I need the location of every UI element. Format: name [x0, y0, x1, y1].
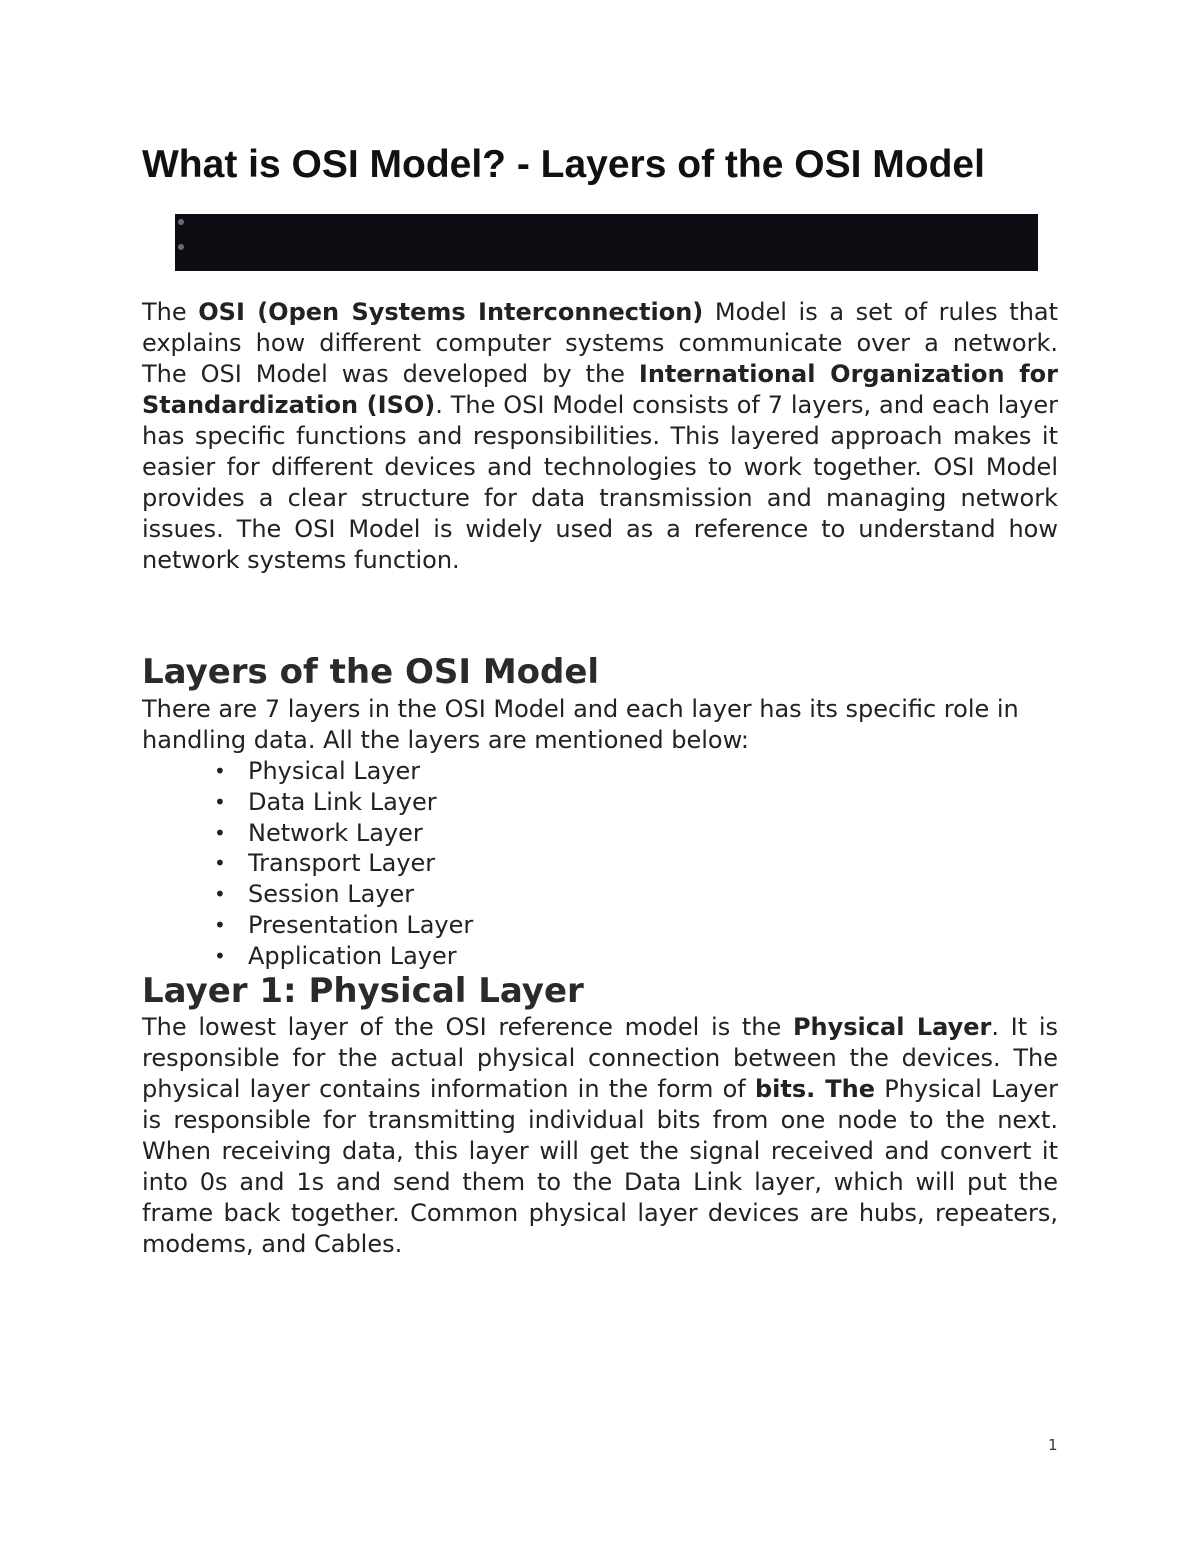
intro-bold-iso: International Organization for Standardization (ISO) [142, 360, 1058, 419]
intro-text: Model is a set of rules that explains how different computer systems communicate over a network. The OSI Model was developed by the [142, 298, 1059, 388]
bullet-icon: • [214, 882, 226, 907]
dot-icon [178, 244, 184, 250]
layers-list [142, 756, 473, 972]
intro-text: . The OSI Model consists of 7 layers, and each layer has specific functions and responsibilities. This layered approach makes it easier for different devices and technologies to work together. OSI Model provides a clear structure for data transmission and managing network issues. The OSI Model is widely used as a reference to understand how network systems function. [142, 391, 1058, 574]
dot-icon [178, 219, 184, 225]
bullet-icon: • [214, 943, 226, 968]
intro-text: The [142, 298, 199, 326]
list-item [142, 756, 473, 787]
list-item [142, 848, 473, 879]
bullet-icon: • [214, 789, 226, 814]
intro-bold-osi: OSI (Open Systems Interconnection) [198, 298, 704, 326]
list-item-label: Network Layer [248, 818, 423, 847]
bullet-icon: • [214, 912, 226, 937]
list-item [142, 787, 473, 818]
layers-heading: Layers of the OSI Model [142, 652, 600, 692]
layer1-text: . It is responsible for the actual physical connection between the devices. The physical layer contains information in the form of [142, 1013, 1059, 1103]
list-item-label: Transport Layer [248, 849, 436, 878]
list-item-label: Session Layer [248, 880, 415, 909]
list-item [142, 910, 473, 941]
layer1-heading: Layer 1: Physical Layer [142, 971, 584, 1011]
embedded-media-bar [175, 214, 1038, 271]
layer1-paragraph [142, 1012, 1058, 1260]
layer1-bold-physical: Physical Layer [792, 1013, 992, 1041]
list-item [142, 941, 473, 972]
list-item-label: Presentation Layer [248, 910, 474, 939]
list-item [142, 879, 473, 910]
layer1-text: Physical Layer is responsible for transmitting individual bits from one node to the next. When receiving data, this layer will get the signal received and convert it into 0s and 1s and send them to the Data Link layer, which will put the frame back together. Common physical layer devices are hubs, repeaters, modems, and Cables. [142, 1075, 1058, 1258]
document-title: What is OSI Model? - Layers of the OSI Model [142, 143, 985, 186]
list-item-label: Application Layer [248, 941, 457, 970]
page-number: 1 [1048, 1436, 1058, 1454]
intro-paragraph [142, 297, 1058, 576]
bullet-icon: • [214, 759, 226, 783]
layer1-text: The lowest layer of the OSI reference model is the [142, 1013, 793, 1041]
list-item-label: Data Link Layer [248, 787, 437, 816]
list-item-label: Physical Layer [248, 757, 421, 785]
list-item [142, 818, 473, 849]
bullet-icon: • [214, 851, 226, 876]
layer1-bold-bits: bits. The [754, 1075, 875, 1103]
bullet-icon: • [214, 820, 226, 845]
layers-intro-paragraph: There are 7 layers in the OSI Model and each layer has its specific role in handling data. All the layers are mentioned below: [142, 695, 1019, 754]
